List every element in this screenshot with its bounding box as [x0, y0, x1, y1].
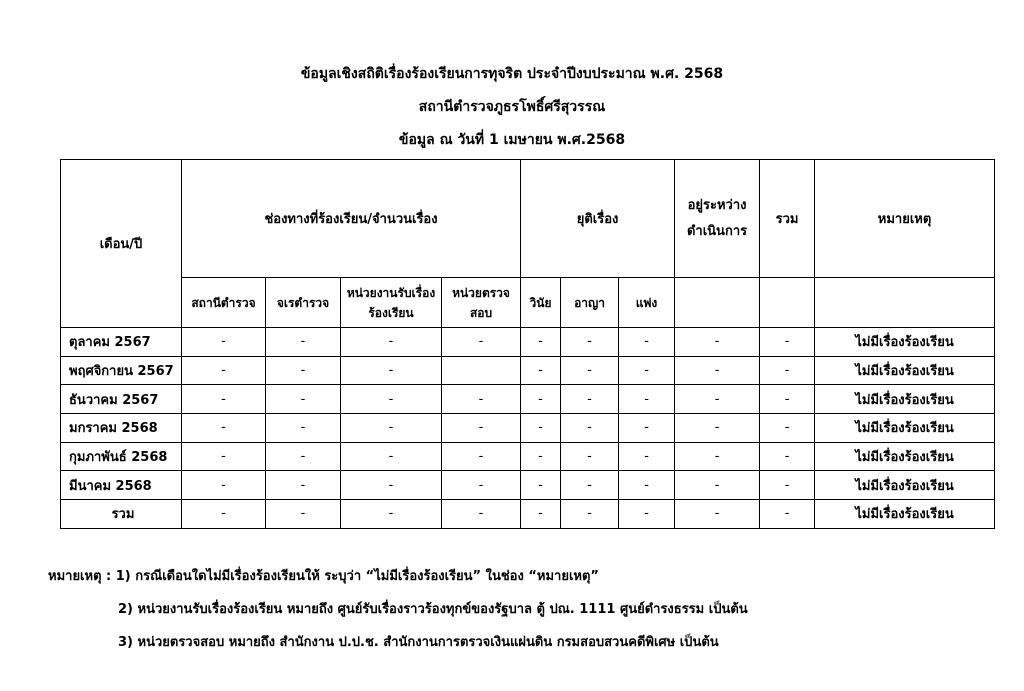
footnote-1: หมายเหตุ : 1) กรณีเดือนใดไม่มีเรื่องร้องเรียนให้ ระบุว่า “ไม่มีเรื่องร้องเรียน” ในช่อง “หมายเหตุ”	[48, 569, 599, 584]
cell-agency: -	[341, 328, 442, 357]
table-row	[61, 442, 995, 471]
cell-officer: -	[266, 442, 341, 471]
complaint-statistics-table	[60, 159, 995, 529]
footnotes	[48, 562, 748, 661]
table-row	[61, 385, 995, 414]
cell-civil: -	[619, 471, 675, 500]
cell-remark: ไม่มีเรื่องร้องเรียน	[815, 471, 995, 500]
cell-audit	[442, 356, 521, 385]
cell-total: -	[760, 500, 815, 529]
cell-officer: -	[266, 328, 341, 357]
table-row	[61, 471, 995, 500]
cell-discipline: -	[521, 385, 561, 414]
cell-criminal: -	[561, 442, 619, 471]
cell-audit: -	[442, 328, 521, 357]
cell-civil: -	[619, 385, 675, 414]
cell-criminal: -	[561, 500, 619, 529]
cell-station: -	[182, 500, 266, 529]
cell-discipline: -	[521, 471, 561, 500]
row-month: มีนาคม 2568	[61, 471, 182, 500]
table-row	[61, 356, 995, 385]
cell-civil: -	[619, 500, 675, 529]
cell-civil: -	[619, 328, 675, 357]
cell-remark: ไม่มีเรื่องร้องเรียน	[815, 328, 995, 357]
row-month: กุมภาพันธ์ 2568	[61, 442, 182, 471]
cell-station: -	[182, 414, 266, 443]
cell-in-progress: -	[675, 500, 760, 529]
cell-officer: -	[266, 356, 341, 385]
cell-civil: -	[619, 414, 675, 443]
cell-audit: -	[442, 500, 521, 529]
cell-station: -	[182, 356, 266, 385]
cell-criminal: -	[561, 356, 619, 385]
cell-total: -	[760, 385, 815, 414]
cell-in-progress: -	[675, 471, 760, 500]
cell-remark: ไม่มีเรื่องร้องเรียน	[815, 500, 995, 529]
cell-total: -	[760, 328, 815, 357]
cell-remark: ไม่มีเรื่องร้องเรียน	[815, 385, 995, 414]
cell-agency: -	[341, 500, 442, 529]
cell-officer: -	[266, 385, 341, 414]
cell-officer: -	[266, 414, 341, 443]
cell-station: -	[182, 442, 266, 471]
cell-remark: ไม่มีเรื่องร้องเรียน	[815, 356, 995, 385]
total-row-label: รวม	[61, 500, 182, 529]
document-title: ข้อมูลเชิงสถิติเรื่องร้องเรียนการทุจริต ประจำปีงบประมาณ พ.ศ. 2568	[300, 66, 724, 82]
cell-civil: -	[619, 442, 675, 471]
cell-agency: -	[341, 356, 442, 385]
cell-discipline: -	[521, 442, 561, 471]
cell-discipline: -	[521, 356, 561, 385]
header-resolved-discipline: วินัย	[521, 278, 561, 328]
cell-in-progress: -	[675, 385, 760, 414]
cell-civil: -	[619, 356, 675, 385]
cell-agency: -	[341, 442, 442, 471]
header-channel-officer: จเรตำรวจ	[266, 278, 341, 328]
row-month: ตุลาคม 2567	[61, 328, 182, 357]
cell-criminal: -	[561, 328, 619, 357]
row-month: พฤศจิกายน 2567	[61, 356, 182, 385]
station-name: สถานีตำรวจภูธรโพธิ์ศรีสุวรรณ	[418, 99, 606, 115]
data-as-of-date: ข้อมูล ณ วันที่ 1 เมษายน พ.ศ.2568	[398, 132, 626, 148]
cell-station: -	[182, 328, 266, 357]
cell-station: -	[182, 385, 266, 414]
cell-station: -	[182, 471, 266, 500]
cell-officer: -	[266, 500, 341, 529]
header-channel-audit: หน่วยตรวจสอบ	[442, 278, 521, 328]
table-row	[61, 328, 995, 357]
header-resolved: ยุติเรื่อง	[521, 160, 675, 278]
footnote-2: 2) หน่วยงานรับเรื่องร้องเรียน หมายถึง ศูนย์รับเรื่องราวร้องทุกข์ของรัฐบาล ตู้ ปณ. 1111 ศูนย์ดำรงธรรม เป็นต้น	[118, 602, 748, 617]
header-channel-station: สถานีตำรวจ	[182, 278, 266, 328]
cell-audit: -	[442, 385, 521, 414]
cell-criminal: -	[561, 414, 619, 443]
cell-criminal: -	[561, 471, 619, 500]
header-channel-agency: หน่วยงานรับเรื่องร้องเรียน	[341, 278, 442, 328]
row-month: ธันวาคม 2567	[61, 385, 182, 414]
header-channels: ช่องทางที่ร้องเรียน/จำนวนเรื่อง	[182, 160, 521, 278]
cell-total: -	[760, 356, 815, 385]
footnote-3: 3) หน่วยตรวจสอบ หมายถึง สำนักงาน ป.ป.ช. สำนักงานการตรวจเงินแผ่นดิน กรมสอบสวนคดีพิเศษ เป็นต้น	[118, 635, 719, 650]
header-in-progress-blank	[675, 278, 760, 328]
cell-audit: -	[442, 414, 521, 443]
header-remark-blank	[815, 278, 995, 328]
header-in-progress: อยู่ระหว่างดำเนินการ	[675, 160, 760, 278]
cell-discipline: -	[521, 414, 561, 443]
cell-remark: ไม่มีเรื่องร้องเรียน	[815, 442, 995, 471]
cell-in-progress: -	[675, 414, 760, 443]
cell-total: -	[760, 414, 815, 443]
cell-discipline: -	[521, 328, 561, 357]
header-resolved-criminal: อาญา	[561, 278, 619, 328]
header-month: เดือน/ปี	[61, 160, 182, 328]
cell-officer: -	[266, 471, 341, 500]
cell-criminal: -	[561, 385, 619, 414]
total-row	[61, 500, 995, 529]
cell-agency: -	[341, 385, 442, 414]
document-header	[0, 58, 1024, 157]
cell-remark: ไม่มีเรื่องร้องเรียน	[815, 414, 995, 443]
cell-discipline: -	[521, 500, 561, 529]
cell-agency: -	[341, 414, 442, 443]
cell-audit: -	[442, 471, 521, 500]
cell-in-progress: -	[675, 328, 760, 357]
header-total-blank	[760, 278, 815, 328]
row-month: มกราคม 2568	[61, 414, 182, 443]
cell-agency: -	[341, 471, 442, 500]
cell-total: -	[760, 471, 815, 500]
cell-in-progress: -	[675, 356, 760, 385]
header-total: รวม	[760, 160, 815, 278]
cell-total: -	[760, 442, 815, 471]
cell-audit: -	[442, 442, 521, 471]
header-remark: หมายเหตุ	[815, 160, 995, 278]
cell-in-progress: -	[675, 442, 760, 471]
header-resolved-civil: แพ่ง	[619, 278, 675, 328]
table-row	[61, 414, 995, 443]
